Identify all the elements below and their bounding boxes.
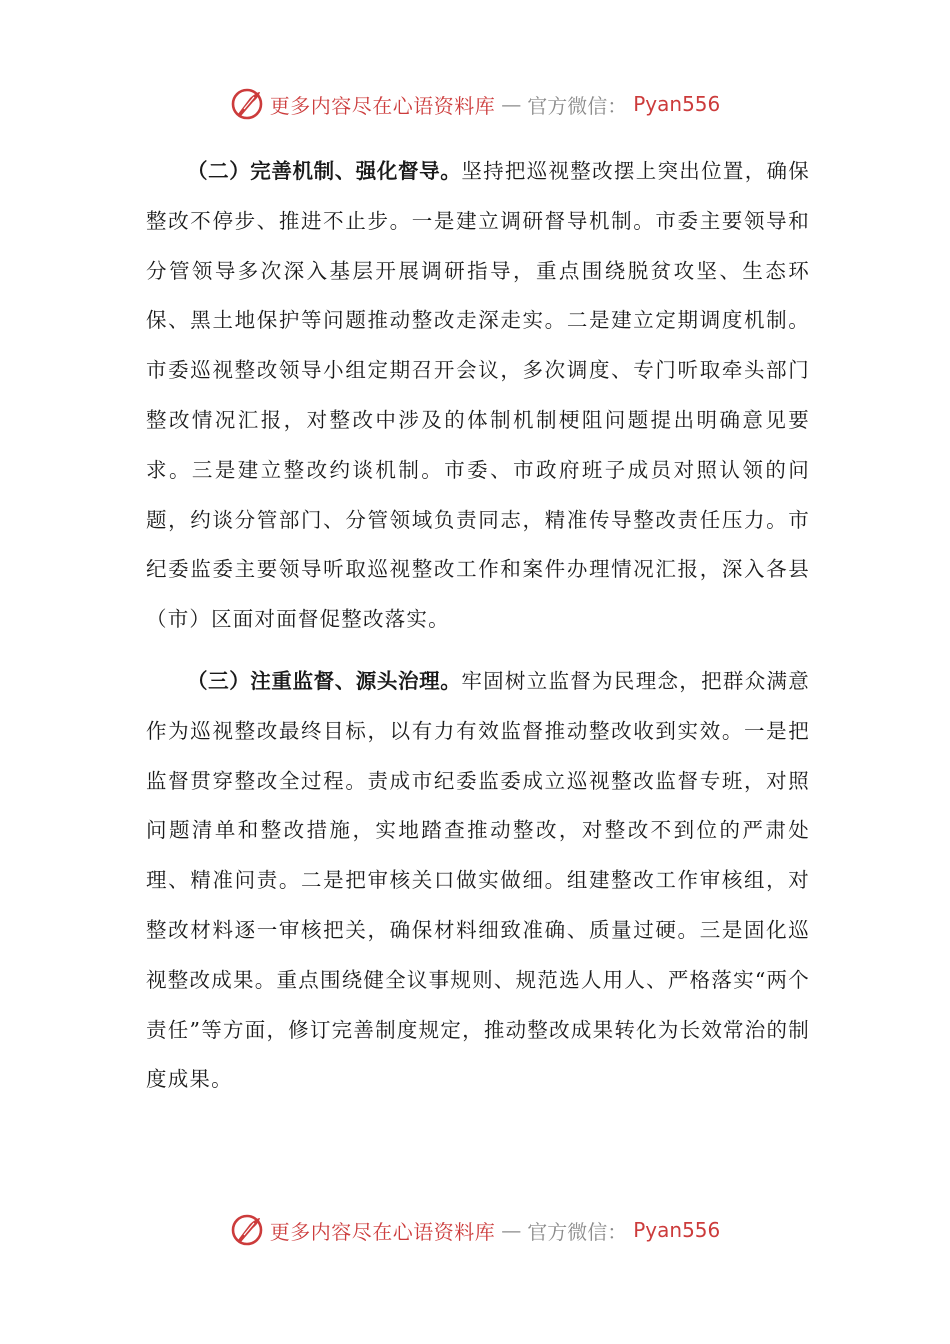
- banner-slogan: 更多内容尽在心语资料库: [269, 93, 496, 118]
- banner-separator: —: [501, 1218, 522, 1242]
- section-paragraph: [146, 147, 810, 645]
- section-body: 牢固树立监督为民理念，把群众满意作为巡视整改最终目标，以有力有效监督推动整改收到实效。一是把监督贯穿整改全过程。责成市纪委监委成立巡视整改监督专班，对照问题清单和整改措施，实地踏查推动整改，对整改不到位的严肃处理、精准问责。二是把审核关口做实做细。组建整改工作审核组，对整改材料逐一审核把关，确保材料细致准确、质量过硬。三是固化巡视整改成果。重点围绕健全议事规则、规范选人用人、严格落实“两个责任”等方面，修订完善制度规定，推动整改成果转化为长效常治的制度成果。: [146, 668, 811, 1092]
- footer-banner: [0, 1210, 950, 1250]
- section-body: 坚持把巡视整改摆上突出位置，确保整改不停步、推进不止步。一是建立调研督导机制。市委主要领导和分管领导多次深入基层开展调研指导，重点围绕脱贫攻坚、生态环保、黑土地保护等问题推动整改走深走实。二是建立定期调度机制。市委巡视整改领导小组定期召开会议，多次调度、专门听取牵头部门整改情况汇报，对整改中涉及的体制机制梗阻问题提出明确意见要求。三是建立整改约谈机制。市委、市政府班子成员对照认领的问题，约谈分管部门、分管领域负责同志，精准传导整改责任压力。市纪委监委主要领导听取巡视整改工作和案件办理情况汇报，深入各县（市）区面对面督促整改落实。: [146, 159, 811, 632]
- section-heading: （三）注重监督、源头治理。: [187, 668, 462, 693]
- banner-wechat-id: Pyan556: [633, 92, 721, 116]
- section-heading: （二）完善机制、强化督导。: [187, 159, 462, 183]
- banner-wechat-label: 官方微信：: [527, 1219, 628, 1244]
- banner-slogan: 更多内容尽在心语资料库: [269, 1219, 496, 1244]
- banner-separator: —: [501, 92, 522, 116]
- section-paragraph: [146, 657, 810, 1105]
- banner-wechat-label: 官方微信：: [527, 93, 628, 118]
- banner-wechat-id: Pyan556: [633, 1218, 721, 1242]
- header-banner: [0, 84, 950, 124]
- quill-pen-logo-icon: [230, 1213, 264, 1247]
- quill-pen-logo-icon: [230, 87, 264, 121]
- document-body: [146, 147, 810, 1105]
